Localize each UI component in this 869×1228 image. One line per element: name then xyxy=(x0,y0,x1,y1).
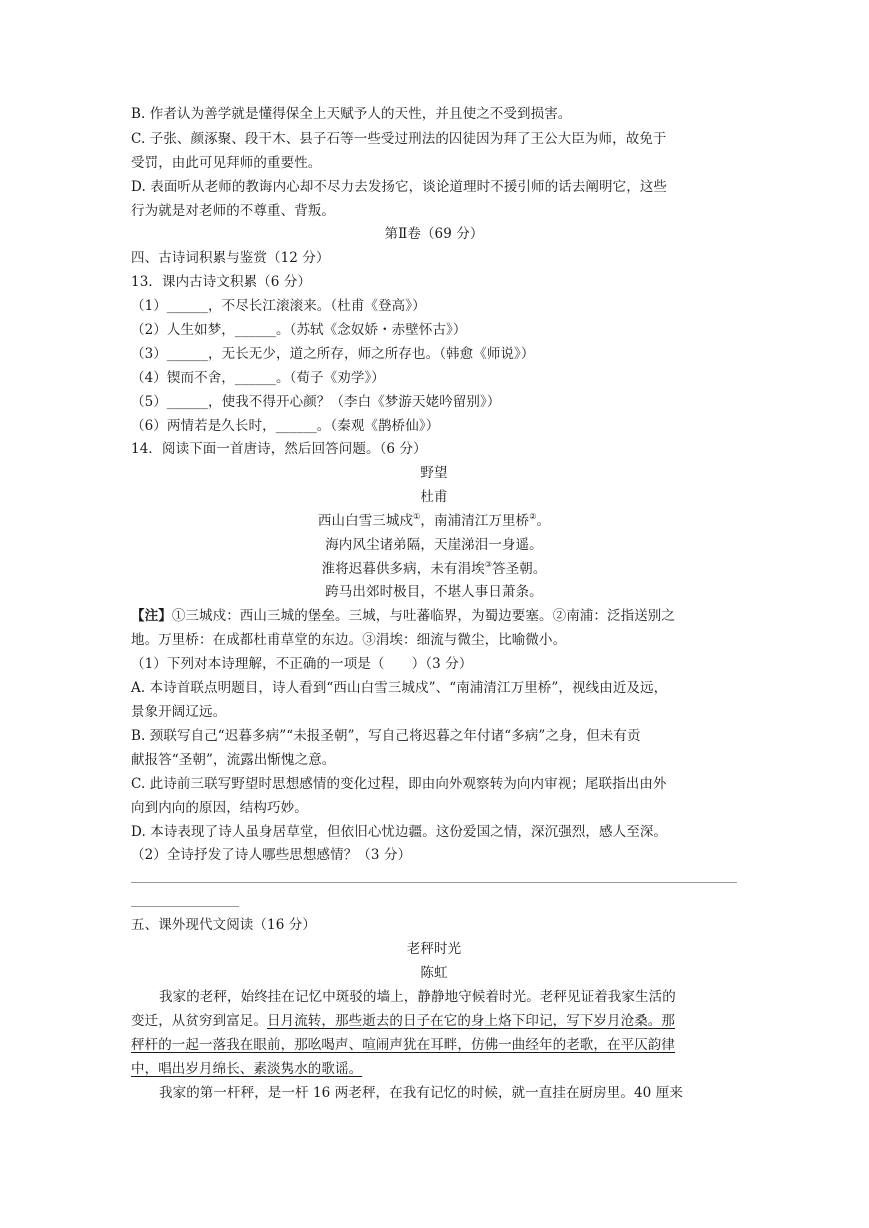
option-c-q12-line1: C. 子张、颜涿聚、段干木、县子石等一些受过刑法的囚徒因为拜了王公大臣为师，故免于 xyxy=(131,131,667,147)
poem-author: 杜甫 xyxy=(420,489,448,505)
q13-item-4: （4）锲而不舍，______。（荀子《劝学》） xyxy=(131,370,385,386)
article-author: 陈虹 xyxy=(420,965,448,981)
poem-title: 野望 xyxy=(420,465,448,481)
q14-sub1-title: （1）下列对本诗理解，不正确的一项是（ ）（3 分） xyxy=(131,656,473,672)
answer-line xyxy=(131,882,737,883)
q13-item-1: （1）______，不尽长江滚滚来。（杜甫《登高》） xyxy=(131,298,426,314)
volume-2-heading: 第Ⅱ卷（69 分） xyxy=(384,226,484,242)
article-para1-line1: 我家的老秤，始终挂在记忆中斑驳的墙上，静静地守候着时光。老秤见证着我家生活的 xyxy=(159,989,676,1005)
article-para1-line4: 中，唱出岁月绵长、素淡隽水的歌谣。 xyxy=(131,1061,363,1077)
q13-item-3: （3）______，无长无少，道之所存，师之所存也。（韩愈《师说》） xyxy=(131,346,535,362)
q13-item-2: （2）人生如梦，______。（苏轼《念奴娇・赤壁怀古》） xyxy=(131,322,467,338)
q14-option-c-line1: C. 此诗前三联写野望时思想感情的变化过程，即由向外观察转为向内审视；尾联指出由外 xyxy=(131,776,667,792)
q14-sub2-title: （2）全诗抒发了诗人哪些思想感情？（3 分） xyxy=(131,847,412,863)
poem-notes-line2: 地。万里桥：在成都杜甫草堂的东边。③涓埃：细流与微尘，比喻微小。 xyxy=(131,632,567,648)
question-14-title: 14．阅读下面一首唐诗，然后回答问题。（6 分） xyxy=(131,441,427,457)
q14-option-d: D. 本诗表现了诗人虽身居草堂，但依旧心忧边疆。这份爱国之情，深沉强烈，感人至深。 xyxy=(131,824,668,840)
article-para1-line3: 秤杆的一起一落我在眼前，那吆喝声、喧闹声犹在耳畔，仿佛一曲经年的老歌，在平仄韵律 xyxy=(131,1037,675,1053)
q14-option-a-line2: 景象开阔辽远。 xyxy=(131,704,227,720)
poem-line-3: 淮将迟暮供多病，未有涓埃③答圣朝。 xyxy=(321,560,547,577)
q13-item-6: （6）两情若是久长时，______。（秦观《鹊桥仙》） xyxy=(131,418,440,434)
option-c-q12-line2: 受罚，由此可见拜师的重要性。 xyxy=(131,155,322,171)
option-b-q12: B. 作者认为善学就是懂得保全上天赋予人的天性，并且使之不受到损害。 xyxy=(131,106,572,122)
poem-line-2: 海内风尘诸弟隔，天崖涕泪一身遥。 xyxy=(325,537,543,553)
q13-item-5: （5）______，使我不得开心颜？（李白《梦游天姥吟留别》） xyxy=(131,394,501,410)
q14-option-a-line1: A. 本诗首联点明题目，诗人看到“西山白雪三城戍”、“南浦清江万里桥”，视线由近及远， xyxy=(131,680,668,696)
question-13-title: 13．课内古诗文积累（6 分） xyxy=(131,274,312,290)
q14-option-b-line1: B. 颈联写自己“迟暮多病”“未报圣朝”，写自己将迟暮之年付诸“多病”之身，但未有贡 xyxy=(131,728,641,744)
section-4-heading: 四、古诗词积累与鉴赏（12 分） xyxy=(131,250,330,266)
option-d-q12-line1: D. 表面听从老师的教诲内心却不尽力去发扬它，谈论道理时不援引师的话去阐明它，这些 xyxy=(131,179,668,195)
section-5-heading: 五、课外现代文阅读（16 分） xyxy=(131,917,316,933)
poem-line-1: 西山白雪三城戍①，南浦清江万里桥②。 xyxy=(317,512,551,529)
q14-option-c-line2: 向到内向的原因，结构巧妙。 xyxy=(131,800,308,816)
article-para1-line2: 变迁，从贫穷到富足。日月流转，那些逝去的日子在它的身上烙下印记，写下岁月沧桑。那 xyxy=(131,1013,675,1029)
q14-option-b-line2: 献报答“圣朝”，流露出惭愧之意。 xyxy=(131,752,336,768)
article-para2-line1: 我家的第一杆秤，是一杆 16 两老秤，在我有记忆的时候，就一直挂在厨房里。40 厘来 xyxy=(159,1085,683,1101)
article-title: 老秤时光 xyxy=(406,941,462,957)
option-d-q12-line2: 行为就是对老师的不尊重、背叛。 xyxy=(131,203,335,219)
answer-line-short xyxy=(131,906,239,907)
poem-line-4: 跨马出郊时极目，不堪人事日萧条。 xyxy=(325,584,543,600)
poem-notes-line1: 【注】①三城戍：西山三城的堡垒。三城，与吐蕃临界，为蜀边要塞。②南浦：泛指送别之 xyxy=(131,608,676,624)
